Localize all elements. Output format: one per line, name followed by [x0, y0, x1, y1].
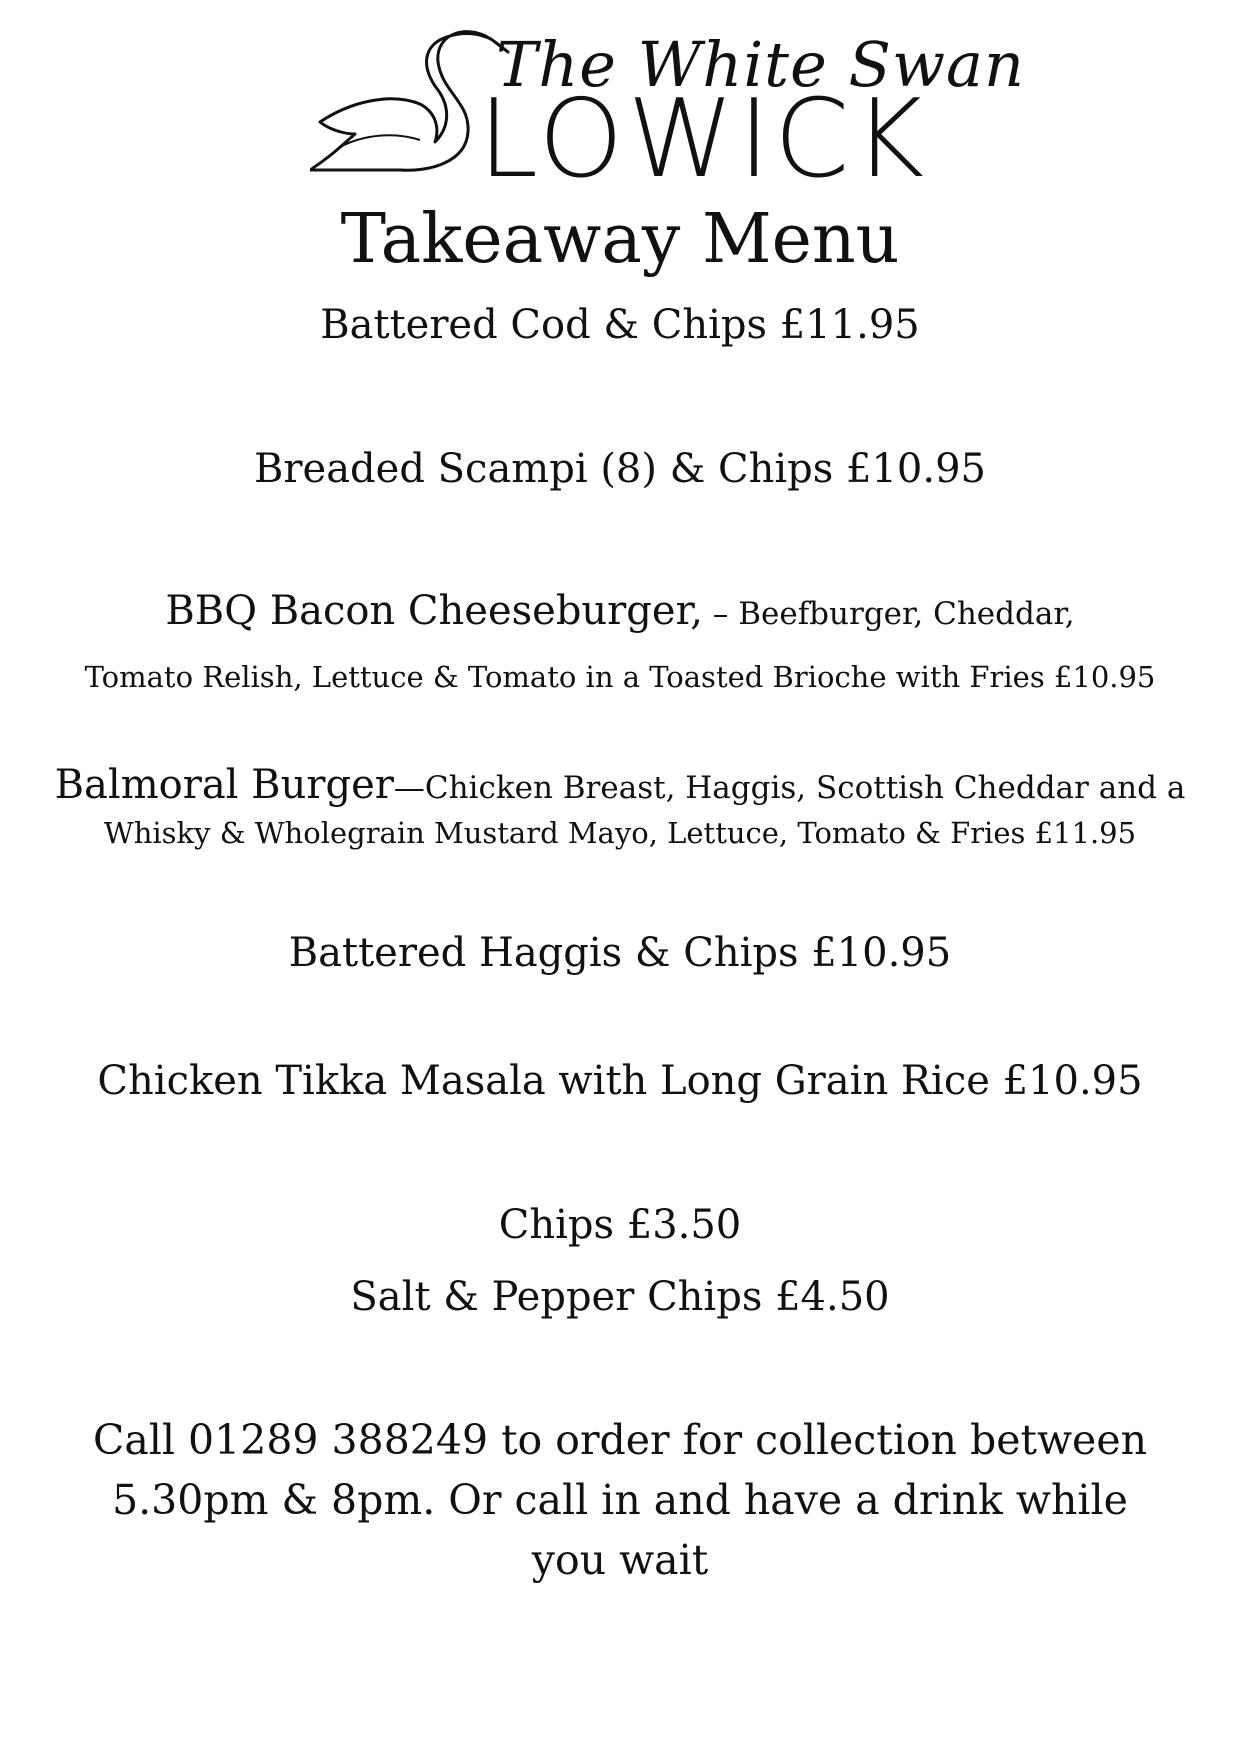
- order-info-line: Call 01289 388249 to order for collection between: [92, 1416, 1147, 1464]
- logo-script-text: The White Swan: [496, 28, 1025, 101]
- menu-item-bbq-burger: [0, 588, 1240, 634]
- logo-wordmark: LOWICK: [478, 77, 929, 202]
- menu-item-scampi: Breaded Scampi (8) & Chips £10.95: [254, 446, 986, 492]
- menu-item-description: Whisky & Wholegrain Mustard Mayo, Lettuce, Tomato & Fries £11.95: [103, 816, 1137, 850]
- logo: [310, 22, 1025, 202]
- menu-item-salt-pepper-chips: Salt & Pepper Chips £4.50: [350, 1274, 890, 1320]
- menu-item-description: —Chicken Breast, Haggis, Scottish Cheddar and a: [393, 770, 1186, 806]
- order-info: [0, 1410, 1240, 1590]
- menu-item-chips: Chips £3.50: [498, 1202, 742, 1248]
- menu-item-name: BBQ Bacon Cheeseburger,: [165, 588, 704, 634]
- menu-item-name: Balmoral Burger: [54, 762, 394, 808]
- menu-item-description: Tomato Relish, Lettuce & Tomato in a Toasted Brioche with Fries £10.95: [84, 660, 1156, 694]
- menu-item-cod: Battered Cod & Chips £11.95: [320, 302, 920, 348]
- menu-item-description: – Beefburger, Cheddar,: [703, 596, 1075, 632]
- page-title: Takeaway Menu: [340, 200, 900, 279]
- order-info-line: you wait: [531, 1536, 709, 1584]
- menu-item-balmoral-burger: [0, 762, 1240, 808]
- order-info-line: 5.30pm & 8pm. Or call in and have a drink while: [112, 1476, 1128, 1524]
- menu-item-haggis: Battered Haggis & Chips £10.95: [288, 930, 952, 976]
- menu-item-tikka-masala: Chicken Tikka Masala with Long Grain Rice £10.95: [97, 1058, 1143, 1104]
